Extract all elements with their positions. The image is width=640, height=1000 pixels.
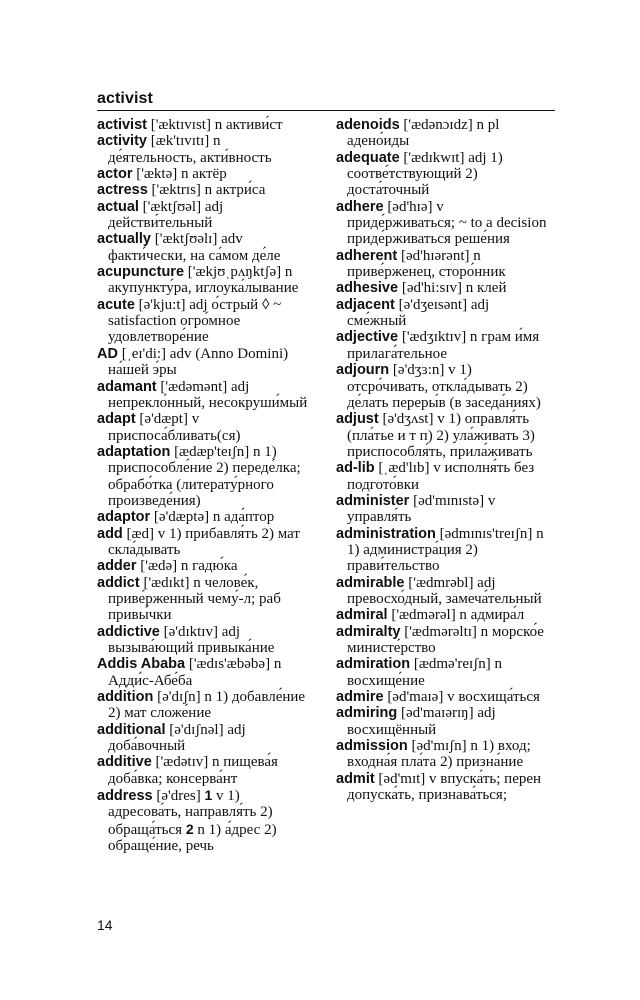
dictionary-entry	[97, 411, 312, 444]
entry-definition: [ə'dres]	[152, 788, 205, 805]
entry-headword: actor	[97, 166, 133, 183]
entry-definition: ['æktrɪs] n актри́са	[147, 182, 266, 199]
dictionary-entry	[336, 526, 551, 575]
entry-headword: admirable	[336, 574, 405, 591]
entry-definition: [ˌeɪ'di:] adv (Anno Domini) на́шей э́ры	[108, 345, 289, 379]
dictionary-entry	[336, 771, 551, 804]
dictionary-entry	[336, 297, 551, 330]
running-head: activist	[97, 90, 153, 107]
entry-headword: add	[97, 525, 123, 542]
entry-definition: ['ækjʊˌpʌŋktʃə] n акупункту́ра, иглоука́лывание	[108, 264, 299, 297]
entry-definition: ['æktɪvɪst] n активи́ст	[146, 117, 283, 133]
dictionary-entry	[336, 689, 551, 705]
entry-headword: adhere	[336, 198, 384, 215]
entry-definition: [ə'dæpt] v приспоса́бливать(ся)	[108, 411, 241, 444]
entry-definition: [ədmɪnɪs'treɪʃn] n 1) администра́ция 2) прави́тельство	[347, 525, 544, 575]
entry-definition: [əd'maɪərɪŋ] adj восхищённый	[347, 705, 496, 738]
entry-definition: ['ædə] n гадю́ка	[136, 558, 238, 575]
sense-number: 2	[185, 820, 194, 837]
dictionary-entry	[97, 754, 312, 787]
entry-definition: ['ædɪs'æbəbə] n Адди́с-Абе́ба	[108, 656, 282, 689]
entry-headword: addictive	[97, 623, 160, 640]
entry-definition: ['ædmrəbl] adj превосхо́дный, замеча́тельный	[347, 574, 542, 607]
dictionary-entry	[97, 689, 312, 722]
entry-headword: administration	[336, 525, 436, 542]
dictionary-entry	[336, 280, 551, 296]
entry-definition: [ə'dæptə] n ада́птор	[150, 509, 275, 526]
entry-definition: [ˌæd'lɪb] v исполня́ть без подгото́вки	[347, 460, 535, 493]
entry-definition: [ə'kju:t] adj о́стрый ◊ ~ satisfaction огро́мное удовлетворе́ние	[108, 296, 282, 346]
entry-headword: acupuncture	[97, 264, 185, 281]
entry-headword: additional	[97, 721, 166, 738]
entry-headword: activist	[97, 117, 147, 133]
entry-definition: [əd'maɪə] v восхища́ться	[383, 689, 540, 706]
entry-headword: ad-lib	[336, 460, 375, 477]
page-header	[97, 90, 555, 111]
entry-definition: [æd] v 1) прибавля́ть 2) мат скла́дывать	[108, 525, 300, 558]
dictionary-entry	[336, 117, 551, 150]
entry-headword: acute	[97, 296, 135, 313]
entry-headword: additive	[97, 754, 152, 771]
entry-headword: adjust	[336, 411, 379, 428]
entry-definition: ['ædəmənt] adj непрекло́нный, несокруши́мый	[108, 378, 308, 411]
dictionary-entry	[97, 722, 312, 755]
entry-definition: ['æktə] n актёр	[132, 166, 227, 183]
dictionary-entry	[336, 705, 551, 738]
dictionary-entry	[336, 362, 551, 411]
page-number: 14	[97, 917, 113, 933]
dictionary-entry	[97, 379, 312, 412]
entry-definition: [əd'hi:sɪv] n клей	[398, 280, 507, 297]
entry-headword: adhesive	[336, 280, 399, 297]
entry-headword: adjective	[336, 329, 399, 346]
right-column	[336, 117, 551, 803]
entry-definition: [ə'dɪʃn] n 1) добавле́ние 2) мат сложе́ние	[108, 689, 306, 722]
entry-headword: adapt	[97, 411, 136, 428]
entry-headword: actually	[97, 231, 151, 248]
left-column	[97, 117, 312, 854]
entry-headword: Addis Ababa	[97, 656, 186, 673]
dictionary-entry	[336, 248, 551, 281]
dictionary-entry	[97, 656, 312, 689]
dictionary-entry	[336, 607, 551, 623]
entry-headword: adaptor	[97, 509, 151, 526]
entry-definition: ['ædɪkt] n челове́к, приве́рженный чему́-л; раб привы́чки	[108, 574, 281, 624]
dictionary-entry	[336, 460, 551, 493]
entry-headword: activity	[97, 133, 147, 150]
dictionary-entry	[97, 264, 312, 297]
dictionary-entry	[97, 133, 312, 166]
entry-definition: ['ædɪkwɪt] adj 1) соотве́тствующий 2) доста́точный	[347, 149, 503, 199]
entry-headword: adaptation	[97, 443, 171, 460]
dictionary-entry	[97, 199, 312, 232]
entry-headword: adjacent	[336, 296, 395, 313]
entry-headword: addition	[97, 689, 154, 706]
entry-headword: AD	[97, 345, 118, 362]
dictionary-entry	[336, 329, 551, 362]
entry-definition: ['æktʃʊəlɪ] adv факти́чески, на са́мом де́ле	[108, 231, 281, 264]
dictionary-entry	[336, 738, 551, 771]
entry-definition: [əd'mɪt] v впуска́ть; перен допуска́ть, признава́ться;	[347, 770, 542, 804]
entry-definition: [ædæp'teɪʃn] n 1) приспособле́ние 2) переде́лка; обрабо́тка (литерату́рного произведе́ния)	[108, 443, 301, 509]
entry-definition: [æk'tɪvɪtɪ] n де́ятельность, акти́вность	[108, 133, 272, 166]
entry-definition: [ə'dɪktɪv] adj вызыва́ющий привыка́ние	[108, 623, 275, 656]
entry-definition: ['ædənɔɪdz] n pl адено́иды	[347, 117, 500, 150]
entry-definition: [əd'mɪnɪstə] v управля́ть	[347, 492, 496, 526]
dictionary-entry	[97, 166, 312, 182]
entry-headword: admiral	[336, 607, 388, 624]
sense-number: 1	[204, 787, 213, 804]
entry-definition: ['ædʒɪktɪv] n грам и́мя прилага́тельное	[347, 329, 540, 362]
entry-definition: [ə'dʒɜ:n] v 1) отсро́чивать, откла́дывать 2) де́лать переры́в (в заседа́ниях)	[347, 362, 541, 411]
entry-headword: admire	[336, 689, 384, 706]
dictionary-entry	[97, 624, 312, 657]
entry-definition: ['ædmərəl] n адмира́л	[387, 607, 525, 624]
entry-headword: adherent	[336, 247, 398, 264]
entry-headword: actress	[97, 182, 148, 199]
entry-definition: [əd'hɪərənt] n приве́рженец, сторо́нник	[347, 247, 506, 281]
dictionary-entry	[97, 117, 312, 133]
entry-definition: [ə'dɪʃnəl] adj доба́вочный	[108, 721, 246, 755]
entry-definition: n 1) а́дрес 2) обраще́ние, речь	[108, 821, 277, 855]
entry-headword: address	[97, 788, 153, 805]
entry-headword: addict	[97, 574, 140, 591]
dictionary-entry	[336, 624, 551, 657]
entry-definition: [əd'mɪʃn] n 1) вход; входна́я пла́та 2) призна́ние	[347, 738, 531, 771]
entry-headword: adequate	[336, 149, 400, 166]
dictionary-entry	[97, 526, 312, 559]
entry-definition: [ə'dʒeɪsənt] adj сме́жный	[347, 296, 490, 330]
entry-headword: admiring	[336, 705, 398, 722]
dictionary-entry	[97, 182, 312, 198]
dictionary-entry	[97, 558, 312, 574]
dictionary-entry	[97, 575, 312, 624]
dictionary-entry	[97, 444, 312, 509]
entry-definition: ['ædətɪv] n пищева́я доба́вка; консерва́нт	[108, 754, 278, 787]
dictionary-entry	[97, 231, 312, 264]
entry-headword: administer	[336, 492, 410, 509]
entry-definition: ['æktʃʊəl] adj действи́тельный	[108, 198, 224, 232]
entry-definition: v 1) адресова́ть, направля́ть 2) обраща́ться	[108, 788, 273, 838]
entry-headword: adder	[97, 558, 137, 575]
dictionary-entry	[336, 656, 551, 689]
dictionary-entry	[97, 346, 312, 379]
dictionary-entry	[336, 411, 551, 460]
dictionary-entry	[97, 787, 312, 854]
dictionary-entry	[336, 199, 551, 248]
dictionary-entry	[336, 493, 551, 526]
entry-headword: adenoids	[336, 117, 400, 133]
entry-headword: admiralty	[336, 623, 401, 640]
dictionary-entry	[97, 509, 312, 525]
entry-headword: admit	[336, 770, 375, 787]
dictionary-entry	[97, 297, 312, 346]
entry-headword: adamant	[97, 378, 157, 395]
entry-definition: [ædmə'reɪʃn] n восхище́ние	[347, 656, 502, 689]
entry-definition: ['ædmərəltɪ] n морско́е министе́рство	[347, 623, 544, 656]
dictionary-entry	[336, 150, 551, 199]
entry-definition: [əd'hɪə] v приде́рживаться; ~ to a decision приде́рживаться реше́ния	[347, 198, 547, 248]
entry-headword: admission	[336, 738, 408, 755]
entry-definition: [ə'dʒʌst] v 1) оправля́ть (пла́тье и т п) 2) ула́живать 3) приспособля́ть, прила́живать	[347, 411, 535, 460]
dictionary-entry	[336, 575, 551, 608]
entry-headword: admiration	[336, 656, 411, 673]
entry-headword: actual	[97, 198, 139, 215]
entry-headword: adjourn	[336, 362, 390, 379]
